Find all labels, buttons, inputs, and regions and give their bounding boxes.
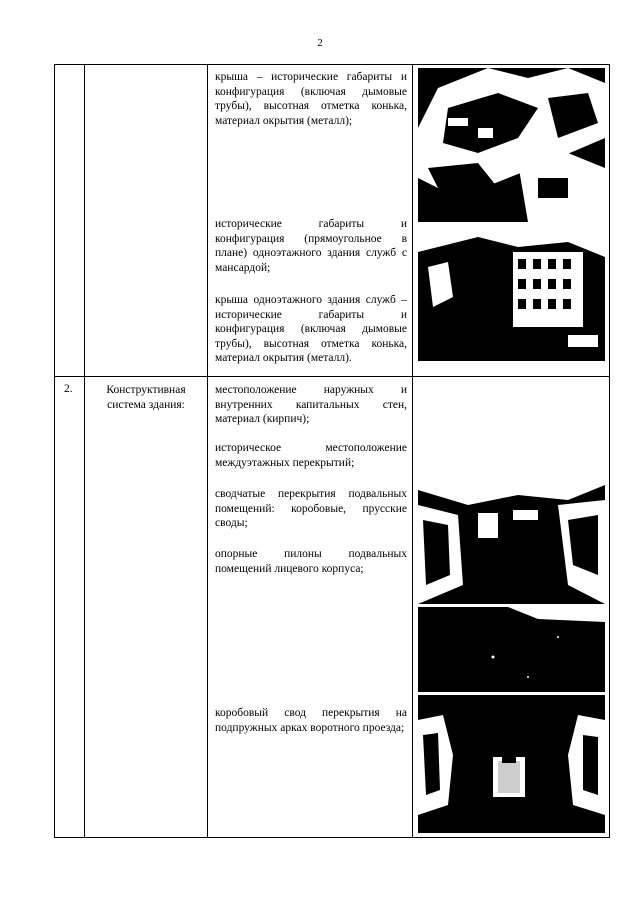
- basement-vault-photo: [418, 465, 605, 604]
- courtyard-building-photo: [418, 227, 605, 361]
- row1-item-1: исторические габариты и конфигурация (прямоугольное в плане) одноэтажного здания служб с мансардой;: [215, 218, 407, 274]
- row1-item-2: крыша одноэтажного здания служб – исторические габариты и конфигурация (включая дымовые трубы), высотная отметка конька, материал окрытия (металл).: [215, 294, 407, 364]
- column-divider: [207, 65, 208, 837]
- row2-item-1: историческое местоположение междуэтажных перекрытий;: [215, 442, 407, 469]
- row2-item-3: опорные пилоны подвальных помещений лицевого корпуса;: [215, 548, 407, 575]
- aerial-roof-photo: [418, 68, 605, 222]
- row2-name: Конструктивная система здания:: [106, 384, 186, 411]
- row2-item-0: местоположение наружных и внутренних капитальных стен, материал (кирпич);: [215, 384, 407, 425]
- page-number: 2: [317, 37, 323, 49]
- column-divider: [412, 65, 413, 837]
- column-divider: [84, 65, 85, 837]
- heritage-table: [54, 64, 610, 838]
- row2-number: 2.: [64, 383, 73, 395]
- row1-item-0: крыша – исторические габариты и конфигурация (включая дымовые трубы), высотная отметка конька, материал окрытия (металл);: [215, 71, 407, 127]
- row2-item-4: коробовый свод перекрытия на подпружных арках воротного проезда;: [215, 707, 407, 734]
- gate-passage-photo: [418, 695, 605, 833]
- dark-basement-photo: [418, 607, 605, 692]
- row2-item-2: сводчатые перекрытия подвальных помещений: коробовые, прусские своды;: [215, 488, 407, 529]
- row-divider: [55, 376, 609, 377]
